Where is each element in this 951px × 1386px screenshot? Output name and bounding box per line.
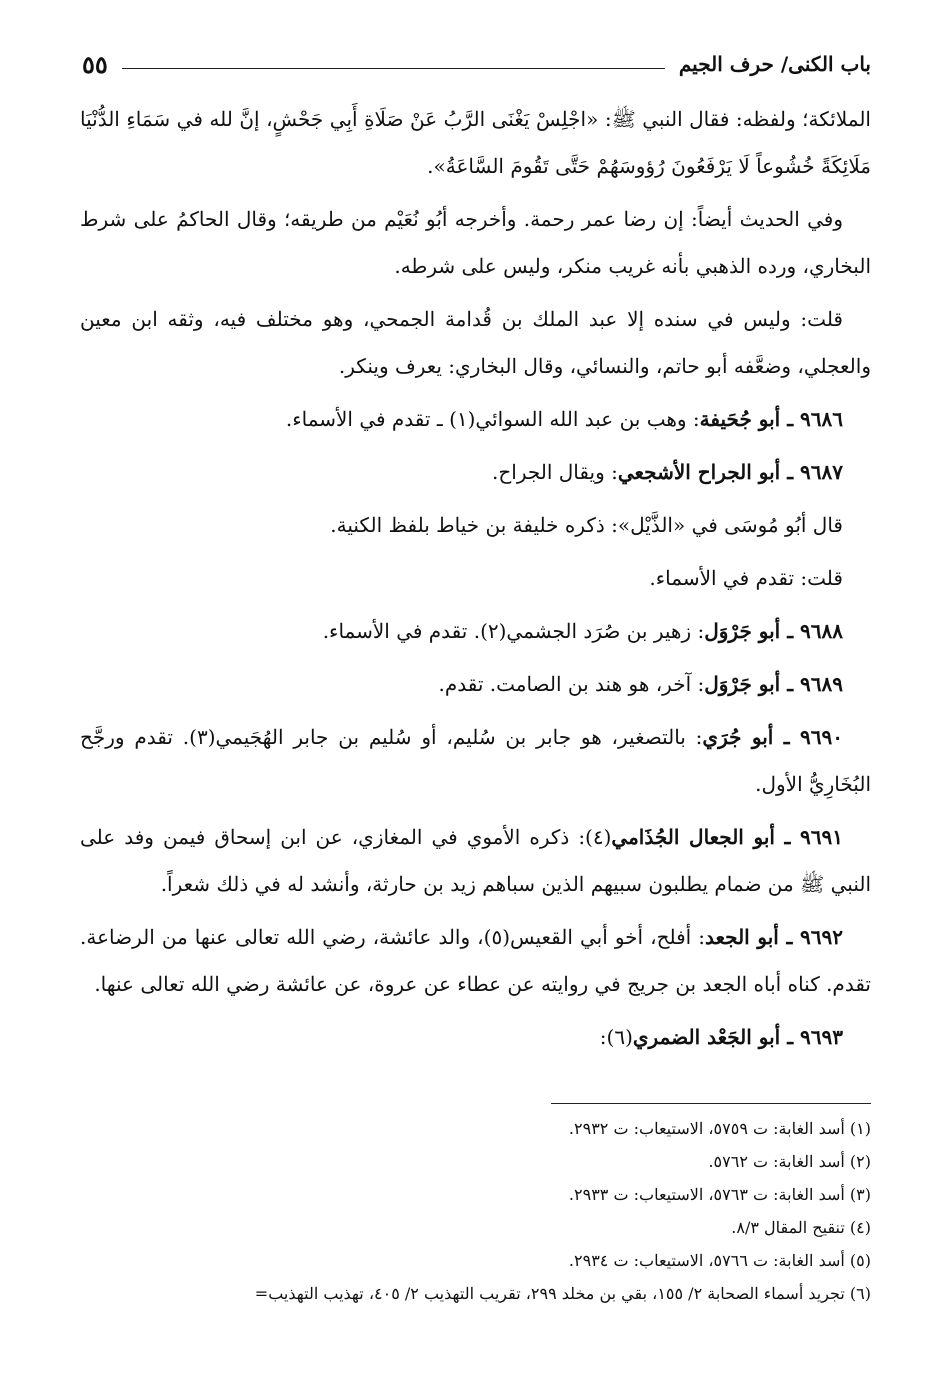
entry-text: (٦): [599, 1025, 633, 1049]
footnote: (٢) أسد الغابة: ت ٥٧٦٢. [708, 1152, 871, 1171]
footnote: (٥) أسد الغابة: ت ٥٧٦٦، الاستيعاب: ت ٢٩٣٤. [568, 1251, 871, 1270]
footnote: (١) أسد الغابة: ت ٥٧٥٩، الاستيعاب: ت ٢٩٣٢. [568, 1119, 871, 1138]
running-header [82, 44, 871, 84]
entry-heading: ٩٦٨٨ ـ أبو جَرْوَل [704, 619, 843, 643]
entry-9686 [80, 396, 871, 443]
entry-text: : أفلح، أخو أبي القعيس(٥)، والد عائشة، رضي الله تعالى عنها من الرضاعة. تقدم. كناه أباه الجعد بن جريج في روايته عن عطاء عن عروة، عن عائشة رضي الله تعالى عنها. [80, 925, 871, 996]
entry-heading: ٩٦٨٧ ـ أبو الجراح الأشجعي [617, 460, 843, 484]
entry-text: : ويقال الجراح. [492, 460, 618, 484]
footnote: (٤) تنقيح المقال ٨/٣. [731, 1218, 871, 1237]
entry-9692 [80, 914, 871, 1008]
footnotes [80, 1112, 871, 1310]
entry-9687 [80, 449, 871, 496]
entry-heading: ٩٦٩١ ـ أبو الجعال الجُذَامي [611, 825, 843, 849]
entry-9687-note [80, 502, 871, 549]
entry-9690 [80, 714, 871, 808]
footnote: (٣) أسد الغابة: ت ٥٧٦٣، الاستيعاب: ت ٢٩٣٣. [568, 1185, 871, 1204]
paragraph: وفي الحديث أيضاً: إن رضا عمر رحمة. وأخرجه أبُو نُعَيْم من طريقه؛ وقال الحاكمُ على شرط البخاري، ورده الذهبي بأنه غريب منكر، وليس على شرطه. [80, 207, 871, 278]
entry-9688 [80, 608, 871, 655]
paragraph: قلت: وليس في سنده إلا عبد الملك بن قُدامة الجمحي، وهو مختلف فيه، وثقه ابن معين والعجلي، وضعَّفه أبو حاتم، والنسائي، وقال البخاري: يعرف وينكر. [80, 307, 871, 378]
entry-heading: ٩٦٩٠ ـ أبو جُرَي [702, 725, 844, 749]
entry-text: : وهب بن عبد الله السوائي(١) ـ تقدم في الأسماء. [285, 407, 700, 431]
header-rule [122, 68, 665, 69]
entry-heading: ٩٦٨٦ ـ أبو جُحَيفة [699, 407, 843, 431]
entry-text: قال أبُو مُوسَى في «الذَّيْل»: ذكره خليفة بن خياط بلفظ الكنية. [330, 513, 843, 537]
running-title: باب الكنى/ حرف الجيم [678, 52, 871, 76]
entry-9691 [80, 814, 871, 908]
entry-heading: ٩٦٩٣ ـ أبو الجَعْد الضمري [632, 1025, 843, 1049]
entry-9693 [80, 1014, 871, 1061]
paragraph: الملائكة؛ ولفظه: فقال النبي ﷺ: «اجْلِسْ يَغْنَى الرَّبُ عَنْ صَلَاةِ أَبِي جَحْشٍ، إنَّ لله في سَمَاءِ الدُّنْيَا مَلَائِكَةً خُشُوعاً لَا يَرْفَعُونَ رُؤوسَهُمْ حَتَّى تَقُومَ السَّاعَةُ». [80, 107, 871, 178]
entry-heading: ٩٦٩٢ ـ أبو الجعد [705, 925, 843, 949]
entry-text: : بالتصغير، هو جابر بن سُليم، أو سُليم بن جابر الهُجَيمي(٣). تقدم ورجَّح البُخَارِيُّ الأول. [80, 725, 871, 796]
entry-text: : آخر، هو هند بن الصامت. تقدم. [438, 672, 705, 696]
entry-text: : زهير بن صُرَد الجشمي(٢). تقدم في الأسماء. [322, 619, 705, 643]
page-number: ٥٥ [82, 49, 108, 79]
entry-text: قلت: تقدم في الأسماء. [649, 566, 843, 590]
entry-9687-qult [80, 555, 871, 602]
entry-9689 [80, 661, 871, 708]
footnote-rule [551, 1103, 871, 1104]
entry-text: (٤): ذكره الأموي في المغازي، عن ابن إسحاق فيمن وفد على النبي ﷺ من ضمام يطلبون سبيهم الذين سباهم زيد بن حارثة، وأنشد له في ذلك شعراً. [80, 825, 871, 896]
entry-heading: ٩٦٨٩ ـ أبو جَرْوَل [704, 672, 843, 696]
main-text [80, 96, 871, 1067]
footnote: (٦) تجريد أسماء الصحابة ٢/ ١٥٥، بقي بن مخلد ٢٩٩، تقريب التهذيب ٢/ ٤٠٥، تهذيب التهذيب= [254, 1284, 871, 1303]
